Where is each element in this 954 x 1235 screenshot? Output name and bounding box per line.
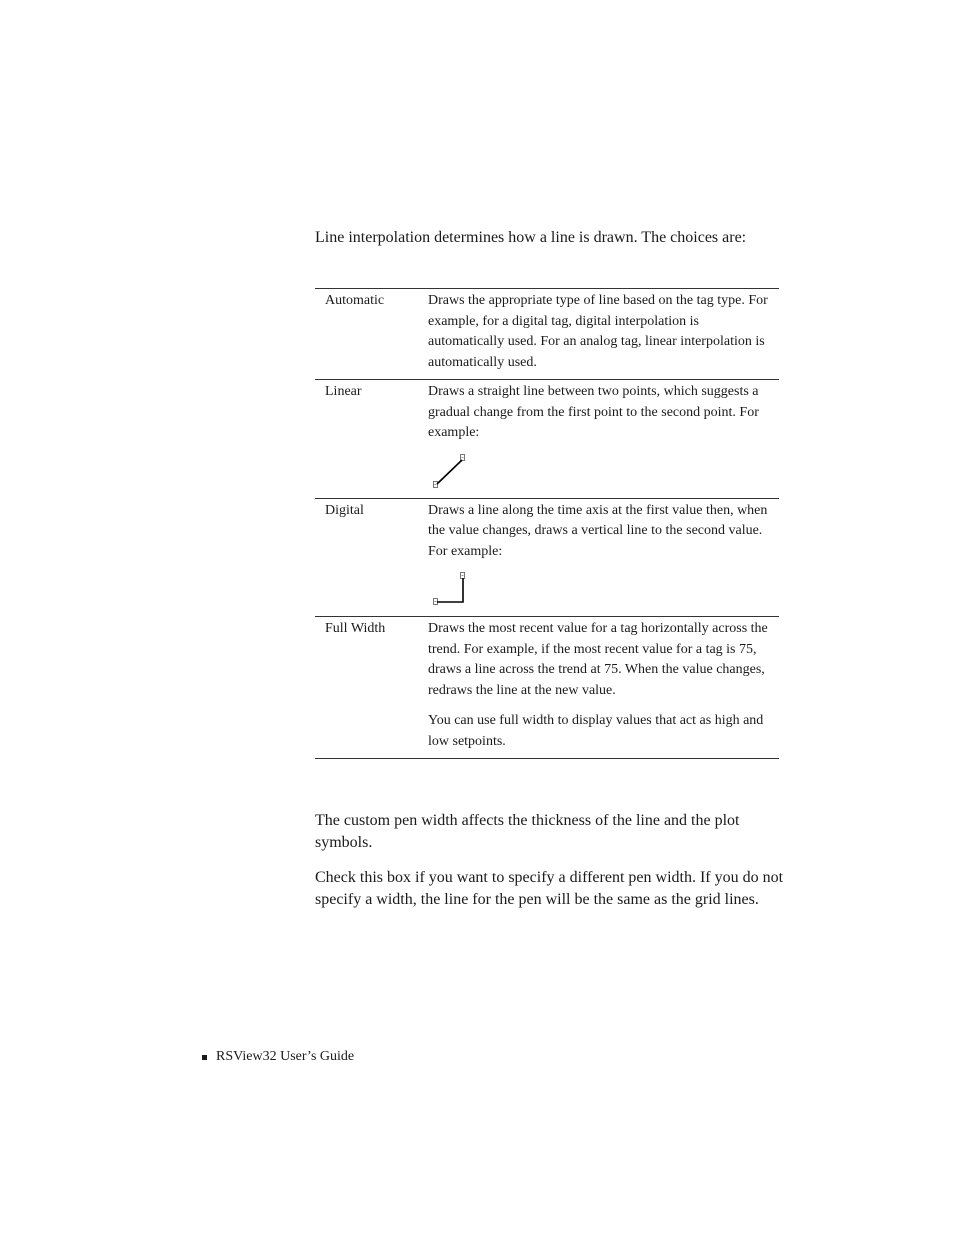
- description-paragraph: Draws a straight line between two points, which suggests a gradual change from the first point to the second point. For example:: [428, 384, 759, 440]
- square-bullet-icon: [202, 1055, 207, 1060]
- description-paragraph: You can use full width to display values that act as high and low setpoints.: [428, 713, 764, 749]
- description-paragraph: Draws the appropriate type of line based on the tag type. For example, for a digital tag, digital interpolation is automatically used. For an analog tag, linear interpolation is automatically used.: [428, 293, 768, 370]
- pen-width-description: The custom pen width affects the thickness of the line and the plot symbols.: [315, 812, 740, 851]
- description-paragraph: Draws a line along the time axis at the first value then, when the value changes, draws a vertical line to the second value. For example:: [428, 502, 768, 559]
- choice-description: [428, 289, 779, 380]
- choice-term: Full Width: [325, 621, 386, 636]
- pen-width-checkbox-description: Check this box if you want to specify a different pen width. If you do not specify a width, the line for the pen will be the same as the grid lines.: [315, 869, 784, 908]
- linear-line-example-icon: [432, 452, 476, 492]
- guide-title: RSView32 User’s Guide: [216, 1049, 355, 1064]
- choice-term: Linear: [325, 384, 362, 399]
- interpolation-choices-table: [315, 288, 779, 759]
- choice-description: [428, 380, 779, 499]
- choice-term: Automatic: [325, 293, 385, 308]
- choice-term: Digital: [325, 502, 364, 518]
- intro-text: Line interpolation determines how a line is drawn. The choices are:: [315, 229, 747, 246]
- page-footer: [202, 1048, 354, 1066]
- digital-line-example-icon: [432, 570, 476, 610]
- table-row-automatic: [315, 289, 779, 380]
- table-row-digital: [315, 498, 779, 617]
- choice-description: [428, 617, 779, 759]
- table-row-linear: [315, 380, 779, 499]
- description-paragraph: Draws the most recent value for a tag horizontally across the trend. For example, if the most recent value for a tag is 75, draws a line across the trend at 75. When the value changes, redraws the line at the new value.: [428, 621, 768, 698]
- table-row-full-width: [315, 617, 779, 759]
- choice-description: [428, 498, 779, 617]
